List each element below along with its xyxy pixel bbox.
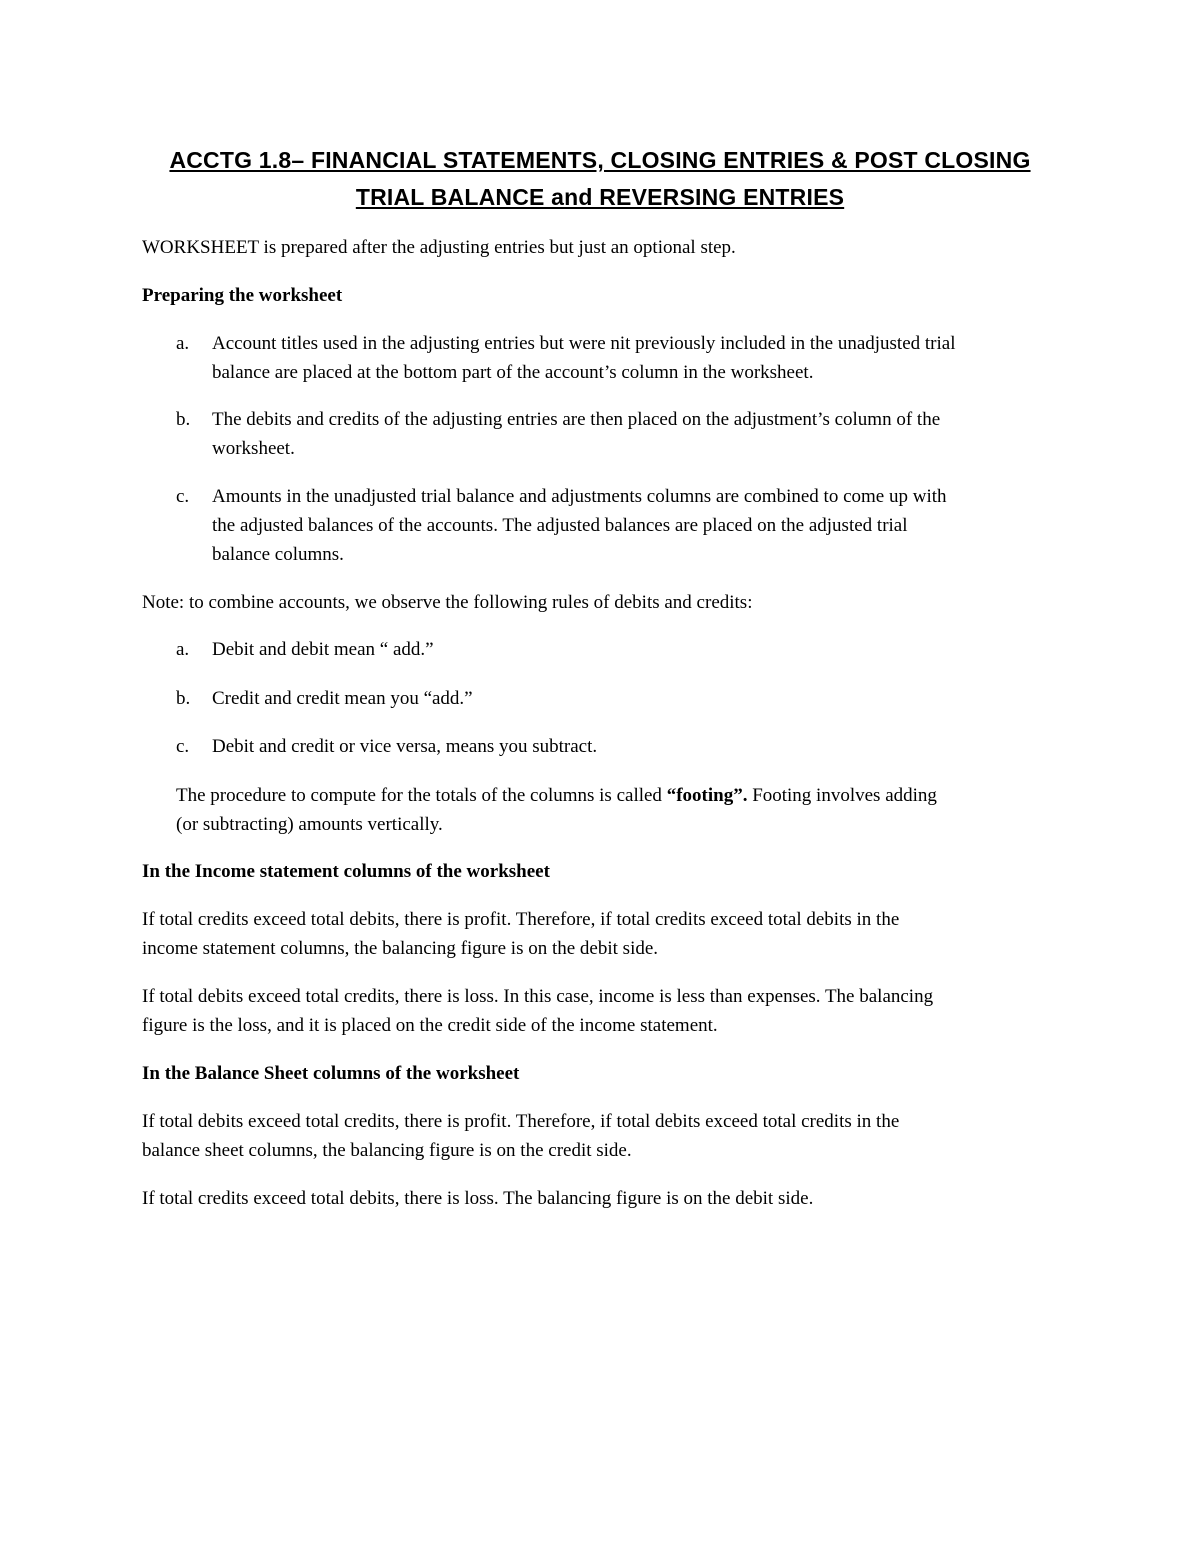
footing-term: “footing”. (666, 785, 748, 806)
income-paragraph-2: If total debits exceed total credits, there is loss. In this case, income is less than expenses. The balancing (142, 986, 934, 1007)
list-item-text: the adjusted balances of the accounts. The adjusted balances are placed on the adjusted trial (212, 515, 908, 536)
list-item-text: balance columns. (212, 544, 344, 565)
balance-paragraph-1-line-2: balance sheet columns, the balancing figure is on the credit side. (142, 1140, 632, 1161)
balance-paragraph-1: If total debits exceed total credits, there is profit. Therefore, if total debits exceed total credits in the (142, 1111, 900, 1132)
list-marker: c. (176, 486, 190, 507)
income-statement-heading: In the Income statement columns of the worksheet (142, 861, 550, 882)
rule-item-text: Debit and credit or vice versa, means you subtract. (212, 736, 598, 757)
list-item-text: worksheet. (212, 438, 295, 459)
balance-sheet-heading: In the Balance Sheet columns of the worksheet (142, 1063, 520, 1084)
footing-text-after: Footing involves adding (747, 785, 937, 806)
preparing-worksheet-heading: Preparing the worksheet (142, 285, 343, 306)
document-title-line-2: TRIAL BALANCE and REVERSING ENTRIES (355, 184, 845, 210)
income-paragraph-1: If total credits exceed total debits, there is profit. Therefore, if total credits exceed total debits in the (142, 909, 900, 930)
income-paragraph-2-line-2: figure is the loss, and it is placed on the credit side of the income statement. (142, 1015, 718, 1036)
list-item-text: balance are placed at the bottom part of the account’s column in the worksheet. (212, 362, 814, 383)
note-paragraph: Note: to combine accounts, we observe the following rules of debits and credits: (142, 592, 753, 613)
list-marker: c. (176, 736, 190, 757)
list-item-text: Amounts in the unadjusted trial balance and adjustments columns are combined to come up with (212, 486, 947, 507)
balance-paragraph-2: If total credits exceed total debits, there is loss. The balancing figure is on the debit side. (142, 1188, 814, 1209)
footing-paragraph (176, 784, 937, 808)
intro-paragraph: WORKSHEET is prepared after the adjusting entries but just an optional step. (142, 237, 736, 258)
list-marker: a. (176, 639, 190, 660)
list-marker: b. (176, 688, 191, 709)
list-marker: b. (176, 409, 191, 430)
footing-paragraph-line-2: (or subtracting) amounts vertically. (176, 814, 443, 835)
document-title-line-1: ACCTG 1.8– FINANCIAL STATEMENTS, CLOSING ENTRIES & POST CLOSING (169, 147, 1031, 173)
rule-item-text: Credit and credit mean you “add.” (212, 688, 473, 709)
income-paragraph-1-line-2: income statement columns, the balancing figure is on the debit side. (142, 938, 659, 959)
rule-item-text: Debit and debit mean “ add.” (212, 639, 434, 660)
list-item-text: Account titles used in the adjusting entries but were nit previously included in the unadjusted trial (212, 333, 956, 354)
list-item-text: The debits and credits of the adjusting entries are then placed on the adjustment’s column of the (212, 409, 941, 430)
footing-text-before: The procedure to compute for the totals of the columns is called (176, 785, 667, 806)
list-marker: a. (176, 333, 190, 354)
